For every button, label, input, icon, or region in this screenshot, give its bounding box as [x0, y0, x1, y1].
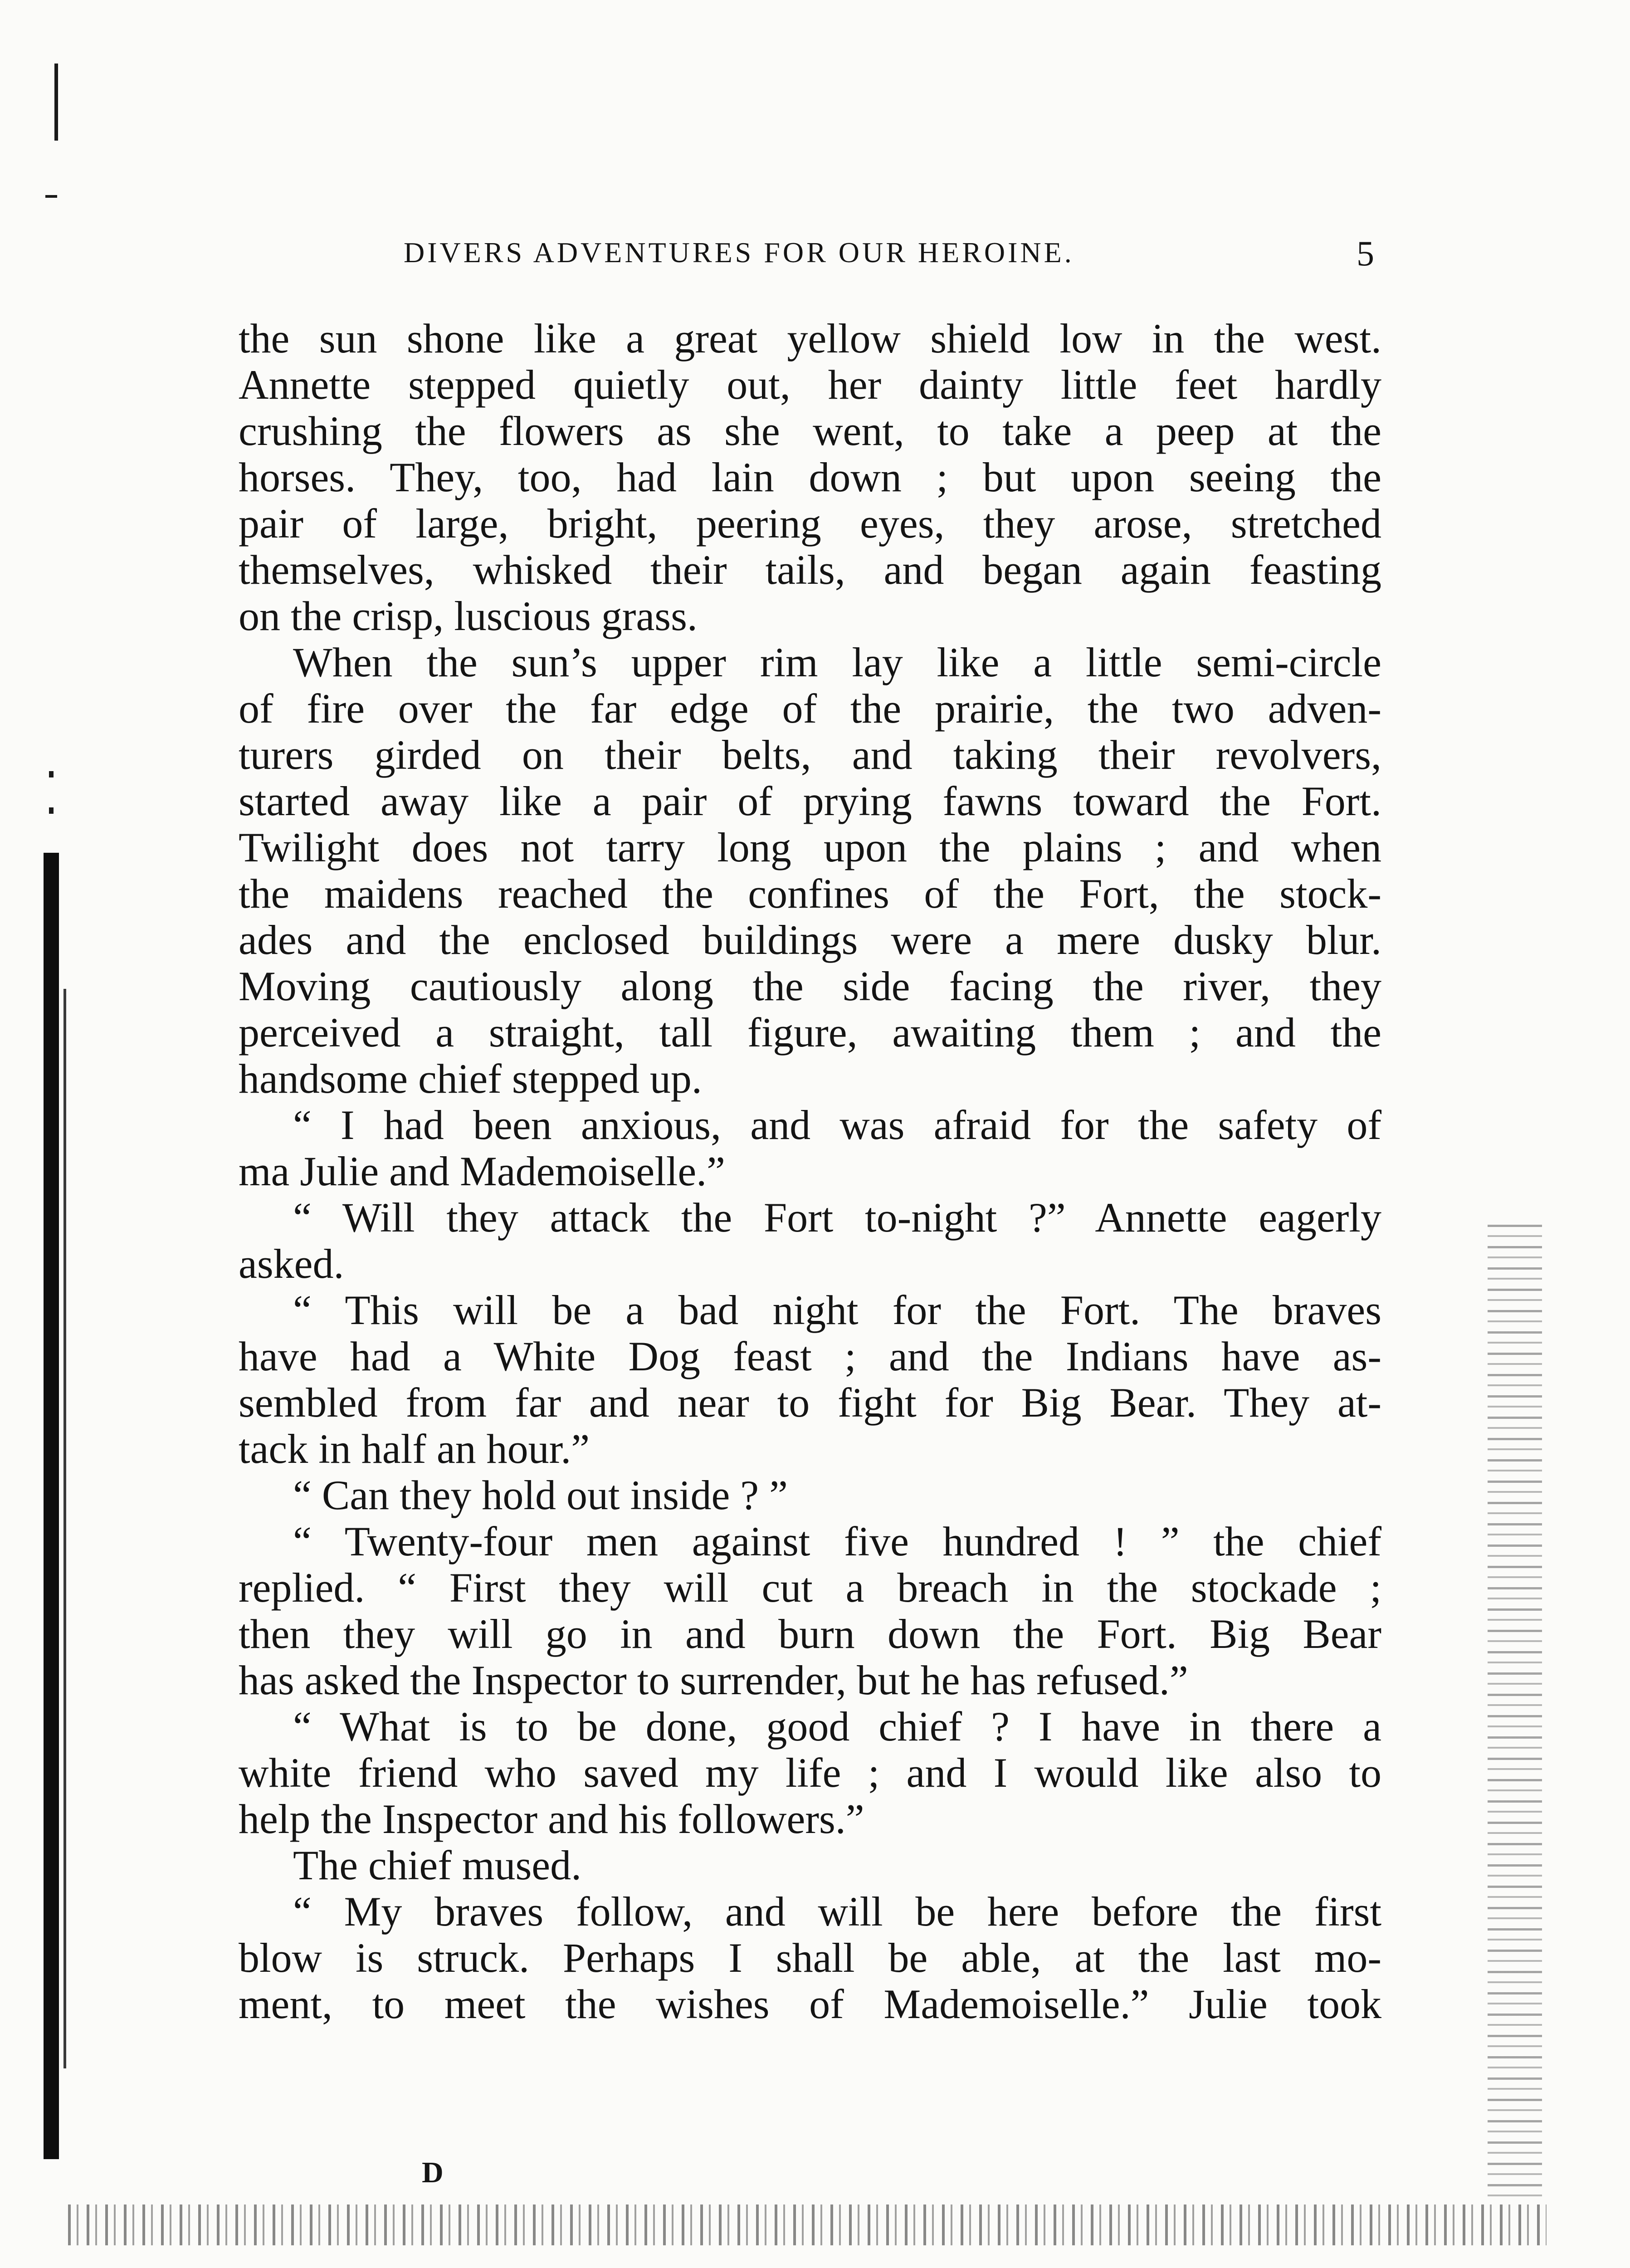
running-head	[240, 236, 1374, 286]
text-line: has asked the Inspector to surrender, but he has refused.”	[239, 1657, 1188, 1703]
body-text	[239, 315, 1381, 2027]
text-line: of fire over the far edge of the prairie, the two adven-	[239, 685, 1381, 732]
text-line: replied. “ First they will cut a breach in the stockade ;	[239, 1564, 1381, 1611]
binding-edge	[63, 989, 66, 2068]
text-line: horses. They, too, had lain down ; but upon seeing the	[239, 454, 1381, 500]
text-line: “ What is to be done, good chief ? I have in there a	[293, 1703, 1381, 1750]
text-line: Moving cautiously along the side facing the river, they	[239, 963, 1381, 1009]
text-line: sembled from far and near to fight for Big Bear. They at-	[239, 1379, 1381, 1426]
text-line: have had a White Dog feast ; and the Indians have as-	[239, 1333, 1381, 1379]
text-line: “ Will they attack the Fort to-night ?” Annette eagerly	[293, 1194, 1381, 1241]
binding-shadow	[44, 853, 59, 2159]
text-line: turers girded on their belts, and taking their revolvers,	[239, 732, 1381, 778]
text-line: crushing the flowers as she went, to take a peep at the	[239, 408, 1381, 454]
text-line: “ Can they hold out inside ? ”	[293, 1472, 788, 1518]
page-number: 5	[1357, 234, 1374, 273]
text-line: themselves, whisked their tails, and began again feasting	[239, 547, 1381, 593]
text-line: handsome chief stepped up.	[239, 1056, 702, 1102]
text-line: blow is struck. Perhaps I shall be able, at the last mo-	[239, 1935, 1381, 1981]
text-line: started away like a pair of prying fawns toward the Fort.	[239, 778, 1381, 824]
text-line: “ I had been anxious, and was afraid for the safety of	[293, 1102, 1381, 1148]
text-line: When the sun’s upper rim lay like a little semi-circle	[293, 639, 1381, 685]
scan-noise-right	[1488, 1225, 1542, 2200]
text-line: pair of large, bright, peering eyes, they arose, stretched	[239, 500, 1381, 547]
text-line: white friend who saved my life ; and I would like also to	[239, 1750, 1381, 1796]
scan-mark	[54, 64, 58, 141]
text-line: asked.	[239, 1241, 344, 1287]
text-line: ades and the enclosed buildings were a mere dusky blur.	[239, 917, 1381, 963]
text-line: tack in half an hour.”	[239, 1426, 590, 1472]
scan-mark	[49, 771, 54, 777]
text-line: ment, to meet the wishes of Mademoiselle.” Julie took	[239, 1981, 1381, 2027]
text-line: then they will go in and burn down the Fort. Big Bear	[239, 1611, 1381, 1657]
text-line: the sun shone like a great yellow shield low in the west.	[239, 315, 1381, 362]
running-title: DIVERS ADVENTURES FOR OUR HEROINE.	[404, 236, 1074, 269]
text-line: “ My braves follow, and will be here before the first	[293, 1888, 1381, 1935]
scan-mark	[45, 195, 57, 198]
text-line: on the crisp, luscious grass.	[239, 593, 698, 639]
text-line: the maidens reached the confines of the Fort, the stock-	[239, 870, 1381, 917]
text-line: “ Twenty-four men against five hundred ! ” the chief	[293, 1518, 1381, 1564]
scan-noise-bottom	[68, 2204, 1547, 2245]
text-line: Annette stepped quietly out, her dainty little feet hardly	[239, 362, 1381, 408]
text-line: “ This will be a bad night for the Fort. The braves	[293, 1287, 1381, 1333]
printer-signature-mark: D	[422, 2156, 444, 2189]
text-line: help the Inspector and his followers.”	[239, 1796, 864, 1842]
text-line: The chief mused.	[293, 1842, 582, 1888]
text-line: perceived a straight, tall figure, awaiting them ; and the	[239, 1009, 1381, 1056]
text-line: Twilight does not tarry long upon the plains ; and when	[239, 824, 1381, 870]
scan-mark	[49, 807, 54, 814]
text-line: ma Julie and Mademoiselle.”	[239, 1148, 726, 1194]
